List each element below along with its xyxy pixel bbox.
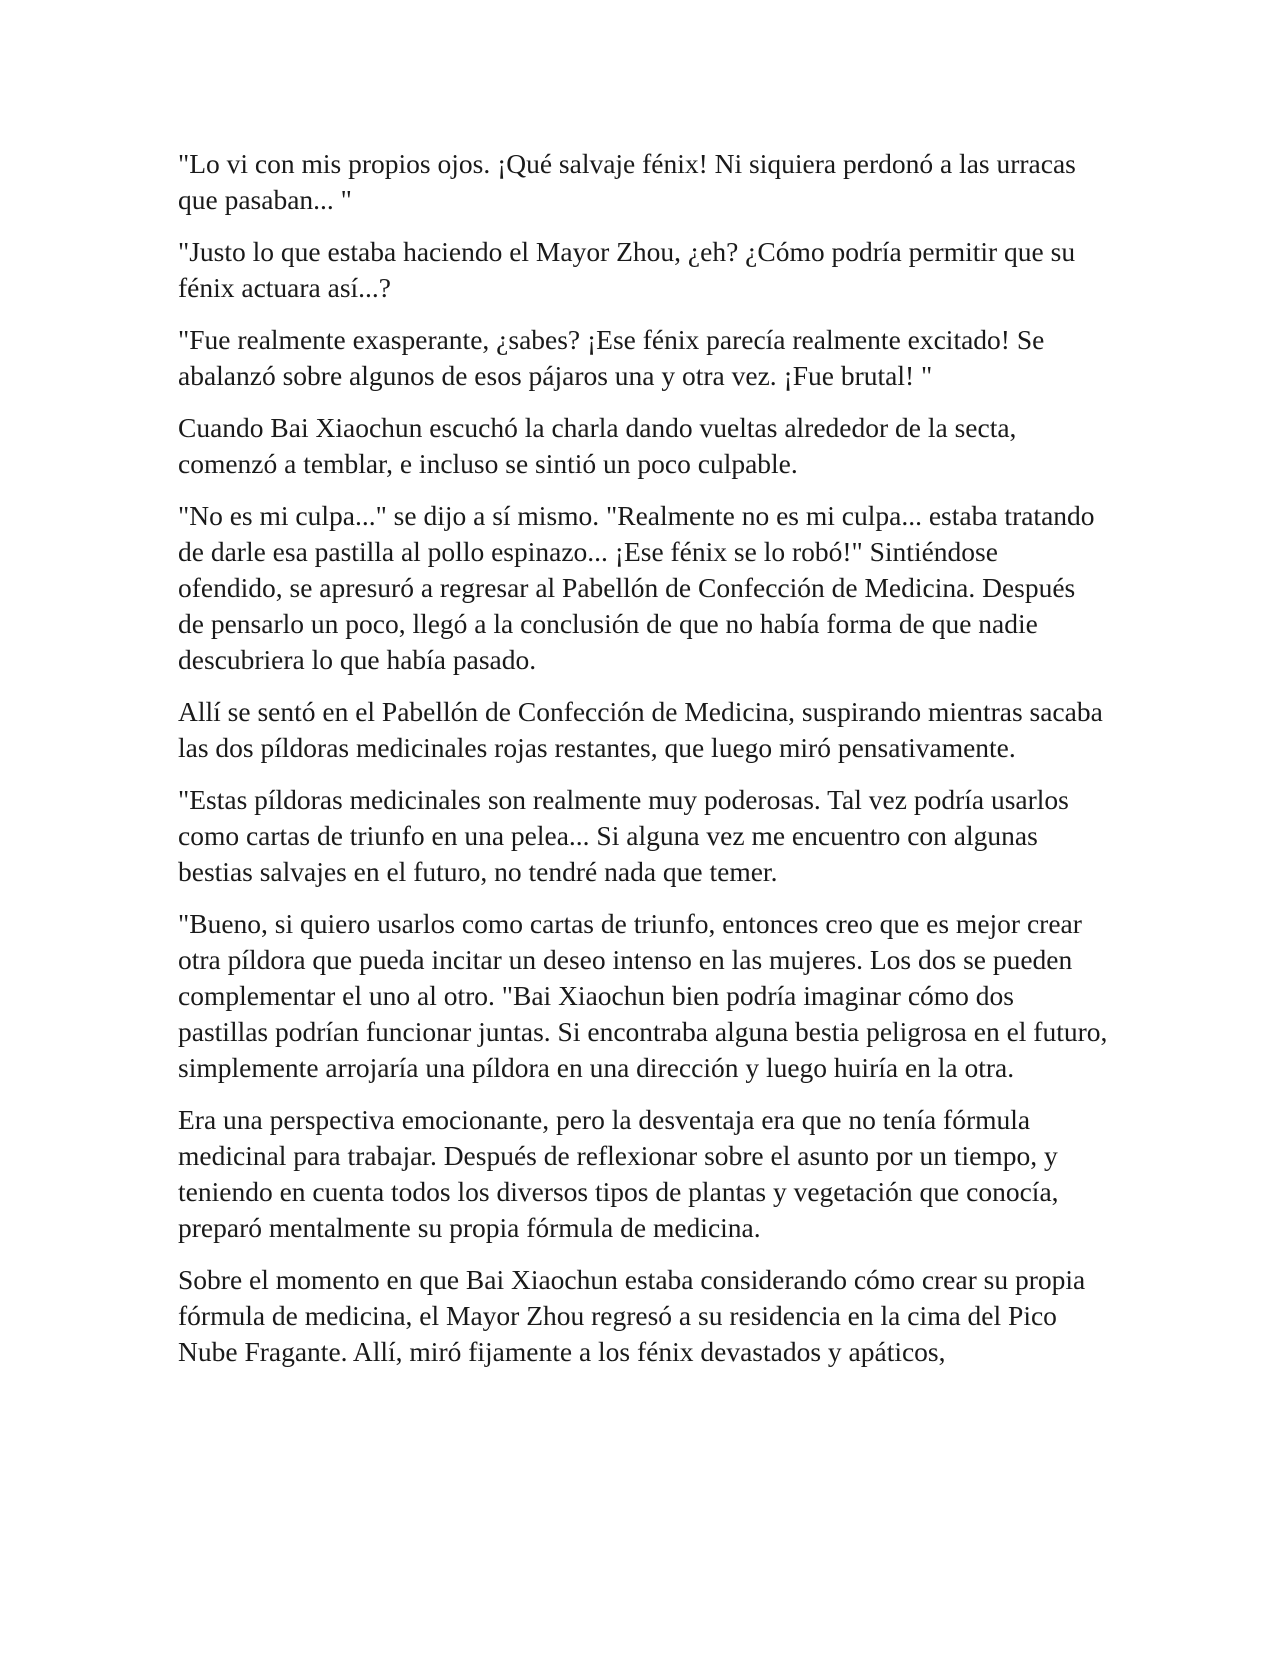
paragraph-3: "Fue realmente exasperante, ¿sabes? ¡Ese fénix parecía realmente excitado! Se abalanzó sobre algunos de esos pájaros una y otra vez. ¡Fue brutal! " (178, 324, 1045, 391)
paragraph-5: "No es mi culpa..." se dijo a sí mismo. "Realmente no es mi culpa... estaba tratando de darle esa pastilla al pollo espinazo... ¡Ese fénix se lo robó!" Sintiéndose ofendido, se apresuró a regresar al Pabellón de Confección de Medicina. Después de pensarlo un poco, llegó a la conclusión de que no había forma de que nadie descubriera lo que había pasado. (178, 500, 1095, 675)
paragraph-9: Era una perspectiva emocionante, pero la desventaja era que no tenía fórmula medicinal para trabajar. Después de reflexionar sobre el asunto por un tiempo, y teniendo en cuenta todos los diversos tipos de plantas y vegetación que conocía, preparó mentalmente su propia fórmula de medicina. (178, 1104, 1059, 1243)
paragraph-6: Allí se sentó en el Pabellón de Confección de Medicina, suspirando mientras sacaba las dos píldoras medicinales rojas restantes, que luego miró pensativamente. (178, 696, 1103, 763)
paragraph-10: Sobre el momento en que Bai Xiaochun estaba considerando cómo crear su propia fórmula de medicina, el Mayor Zhou regresó a su residencia en la cima del Pico Nube Fragante. Allí, miró fijamente a los fénix devastados y apáticos, (178, 1264, 1086, 1367)
paragraph-8: "Bueno, si quiero usarlos como cartas de triunfo, entonces creo que es mejor crear otra píldora que pueda incitar un deseo intenso en las mujeres. Los dos se pueden complementar el uno al otro. "Bai Xiaochun bien podría imaginar cómo dos pastillas podrían funcionar juntas. Si encontraba alguna bestia peligrosa en el futuro, simplemente arrojaría una píldora en una dirección y luego huiría en la otra. (178, 908, 1108, 1083)
paragraph-2: "Justo lo que estaba haciendo el Mayor Zhou, ¿eh? ¿Cómo podría permitir que su fénix actuara así...? (178, 236, 1076, 303)
paragraph-1: "Lo vi con mis propios ojos. ¡Qué salvaje fénix! Ni siquiera perdonó a las urracas que pasaban... " (178, 148, 1076, 215)
body-text (178, 146, 1108, 1386)
paragraph-7: "Estas píldoras medicinales son realmente muy poderosas. Tal vez podría usarlos como cartas de triunfo en una pelea... Si alguna vez me encuentro con algunas bestias salvajes en el futuro, no tendré nada que temer. (178, 784, 1069, 887)
paragraph-4: Cuando Bai Xiaochun escuchó la charla dando vueltas alrededor de la secta, comenzó a temblar, e incluso se sintió un poco culpable. (178, 412, 1017, 479)
